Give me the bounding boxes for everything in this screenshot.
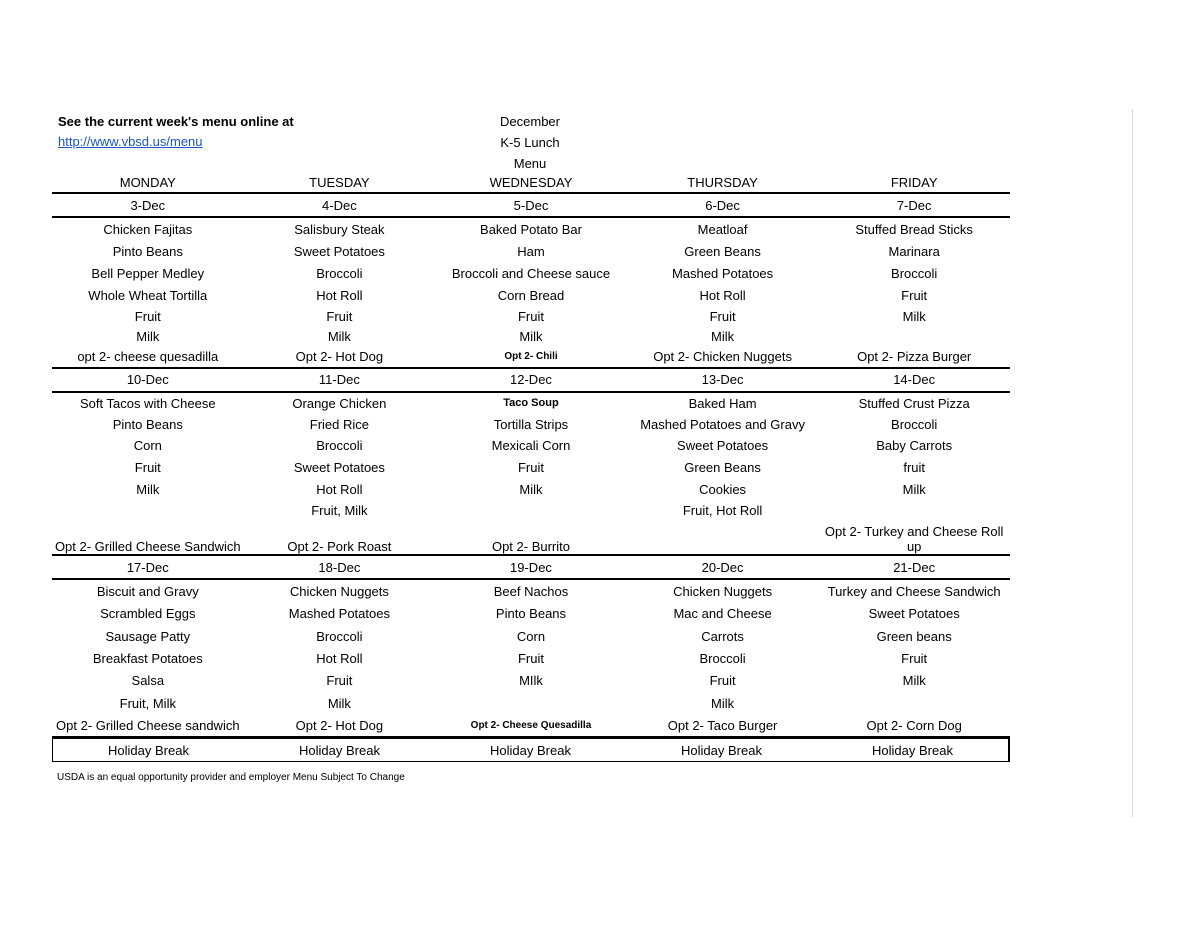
menu-item: Milk	[136, 329, 160, 344]
menu-item: Sausage Patty	[105, 628, 191, 644]
menu-item: Broccoli and Cheese sauce	[451, 266, 611, 281]
menu-item: Fruit	[709, 308, 736, 324]
menu-item-row	[52, 393, 1010, 414]
menu-item: Corn	[516, 628, 546, 644]
menu-item: Beef Nachos	[493, 583, 569, 599]
day-header: TUESDAY	[309, 174, 370, 190]
menu-item: Cookies	[699, 481, 747, 497]
option2-item: Opt 2- Hot Dog	[295, 717, 384, 733]
holiday-cell: Holiday Break	[108, 742, 189, 758]
menu-item: Broccoli	[316, 628, 363, 644]
menu-item: Baby Carrots	[876, 438, 953, 453]
option2-item: Opt 2- Chicken Nuggets	[653, 349, 792, 364]
menu-item: Fruit	[134, 308, 161, 324]
menu-item-row	[52, 647, 1010, 670]
option2-item: opt 2- cheese quesadilla	[77, 349, 219, 364]
menu-item: Stuffed Bread Sticks	[855, 221, 973, 237]
menu-table	[52, 172, 1010, 762]
option2-row	[52, 714, 1010, 738]
menu-item-row	[52, 414, 1010, 436]
menu-item: Bell Pepper Medley	[91, 266, 205, 281]
date-cell: 18-Dec	[318, 559, 361, 575]
menu-item: Mashed Potatoes	[671, 266, 774, 281]
holiday-cell: Holiday Break	[490, 742, 571, 758]
menu-item: Orange Chicken	[292, 395, 387, 411]
menu-item: Chicken Nuggets	[289, 583, 389, 599]
footer-note: USDA is an equal opportunity provider and employer Menu Subject To Change	[57, 772, 405, 783]
menu-item: Fruit	[326, 308, 353, 324]
menu-item: Soft Tacos with Cheese	[79, 395, 216, 411]
date-row	[52, 556, 1010, 580]
menu-item-row	[52, 625, 1010, 647]
menu-item: Green beans	[876, 628, 952, 644]
date-row	[52, 369, 1010, 393]
date-cell: 4-Dec	[322, 197, 357, 213]
menu-item: Sweet Potatoes	[293, 244, 385, 259]
menu-item-row	[52, 456, 1010, 478]
menu-item: Broccoli	[316, 438, 363, 453]
menu-item: Mashed Potatoes	[288, 606, 390, 622]
menu-item: Fruit, Milk	[119, 695, 176, 711]
menu-item: Milk	[327, 695, 351, 711]
menu-item: Hot Roll	[699, 287, 746, 303]
menu-item: Milk	[902, 481, 926, 497]
holiday-cell: Holiday Break	[681, 742, 762, 758]
menu-item: Mac and Cheese	[673, 606, 772, 622]
menu-item: Mexicali Corn	[491, 438, 571, 453]
menu-item: Corn Bread	[497, 287, 565, 303]
date-cell: 20-Dec	[701, 559, 744, 575]
date-cell: 6-Dec	[705, 197, 740, 213]
menu-item: Sweet Potatoes	[677, 438, 769, 453]
date-cell: 12-Dec	[510, 372, 552, 387]
menu-item: Stuffed Crust Pizza	[858, 395, 970, 411]
menu-item-row	[52, 478, 1010, 500]
menu-item: Corn	[133, 438, 162, 453]
menu-item: Fruit	[134, 459, 161, 475]
menu-item: Sweet Potatoes	[293, 459, 385, 475]
menu-item: Breakfast Potatoes	[92, 650, 203, 666]
title-menu: Menu	[513, 156, 547, 171]
date-cell: 14-Dec	[893, 372, 936, 387]
menu-item: Fruit	[326, 673, 353, 689]
date-cell: 7-Dec	[896, 197, 932, 213]
option2-item: Opt 2- Grilled Cheese Sandwich	[54, 539, 241, 554]
menu-item: Sweet Potatoes	[868, 606, 960, 622]
menu-item: Milk	[136, 481, 160, 497]
date-cell: 21-Dec	[893, 559, 936, 575]
option2-item: Opt 2- Grilled Cheese sandwich	[56, 717, 240, 733]
menu-item: Fruit	[901, 650, 928, 666]
menu-item: Milk	[902, 308, 926, 324]
menu-item: Whole Wheat Tortilla	[88, 287, 208, 303]
date-cell: 19-Dec	[510, 559, 552, 575]
option2-item: Opt 2- Chili	[504, 351, 558, 362]
menu-item: Baked Ham	[688, 395, 757, 411]
menu-item: Carrots	[701, 628, 744, 644]
menu-item: Chicken Fajitas	[103, 221, 193, 237]
option2-row	[52, 347, 1010, 369]
menu-item: Fried Rice	[309, 416, 370, 432]
page-edge-rule	[1132, 109, 1133, 817]
menu-item: Ham	[517, 244, 545, 259]
menu-item-row	[52, 285, 1010, 306]
date-cell: 11-Dec	[318, 372, 360, 387]
menu-item-row	[52, 263, 1010, 285]
menu-item: Broccoli	[891, 416, 938, 432]
menu-item: Milk	[519, 329, 543, 344]
menu-item: Salisbury Steak	[294, 221, 385, 237]
option2-item: Opt 2- Pizza Burger	[857, 349, 972, 364]
menu-item: Fruit, Milk	[311, 502, 368, 518]
day-header-row	[52, 172, 1010, 194]
option2-item: Opt 2- Taco Burger	[667, 717, 778, 733]
menu-item: Pinto Beans	[495, 606, 567, 622]
menu-item: Hot Roll	[316, 650, 363, 666]
option2-row	[52, 520, 1010, 556]
option2-item: Opt 2- Cheese Quesadilla	[470, 719, 592, 731]
title-grade: K-5 Lunch	[500, 135, 560, 150]
date-cell: 5-Dec	[513, 197, 549, 213]
menu-item: Milk	[519, 481, 543, 497]
menu-item: Chicken Nuggets	[673, 583, 773, 599]
menu-item: Fruit	[517, 459, 544, 475]
day-header: WEDNESDAY	[489, 174, 573, 190]
menu-item-row	[52, 327, 1010, 347]
menu-item: Fruit	[709, 673, 736, 689]
menu-item: fruit	[903, 459, 925, 475]
menu-item-row	[52, 500, 1010, 520]
menu-item-row	[52, 603, 1010, 626]
menu-item: Broccoli	[699, 650, 746, 666]
date-cell: 17-Dec	[126, 559, 169, 575]
title-month: December	[500, 114, 560, 129]
option2-item: Opt 2- Hot Dog	[295, 349, 384, 364]
menu-item: Milk	[711, 329, 735, 344]
menu-link[interactable]: http://www.vbsd.us/menu	[58, 134, 203, 149]
menu-item: Broccoli	[316, 266, 363, 281]
menu-item: Pinto Beans	[112, 416, 183, 432]
holiday-cell: Holiday Break	[299, 742, 380, 758]
menu-item-row	[52, 241, 1010, 263]
menu-item: Scrambled Eggs	[100, 606, 196, 622]
menu-item: Meatloaf	[697, 221, 748, 237]
menu-item-row	[52, 218, 1010, 241]
menu-item-row	[52, 670, 1010, 693]
menu-item: Milk	[902, 673, 926, 689]
date-row	[52, 194, 1010, 218]
menu-item: Hot Roll	[316, 481, 363, 497]
menu-item: Turkey and Cheese Sandwich	[827, 583, 1001, 599]
menu-item: Milk	[327, 329, 351, 344]
menu-item: Milk	[711, 695, 735, 711]
day-header: MONDAY	[119, 174, 176, 190]
menu-item-row	[52, 435, 1010, 456]
option2-item: Opt 2- Burrito	[491, 539, 570, 554]
holiday-row	[52, 738, 1010, 762]
menu-item: Hot Roll	[316, 287, 363, 303]
menu-item: Fruit	[517, 308, 544, 324]
menu-item-row	[52, 692, 1010, 714]
date-cell: 13-Dec	[701, 372, 744, 387]
date-cell: 3-Dec	[130, 197, 166, 213]
menu-item: Mashed Potatoes and Gravy	[640, 416, 805, 432]
menu-item: Salsa	[131, 673, 165, 689]
menu-item: Pinto Beans	[112, 244, 183, 259]
menu-item: Broccoli	[891, 266, 938, 281]
option2-item: Opt 2- Turkey and Cheese Roll up	[824, 524, 1004, 554]
menu-item: Biscuit and Gravy	[96, 583, 199, 599]
menu-item: Baked Potato Bar	[480, 221, 582, 237]
option2-item: Opt 2- Corn Dog	[866, 717, 962, 733]
menu-item: Green Beans	[684, 244, 761, 259]
day-header: THURSDAY	[687, 174, 758, 190]
menu-item: Fruit	[517, 650, 544, 666]
option2-item: Opt 2- Pork Roast	[287, 539, 392, 554]
menu-item: Marinara	[888, 244, 940, 259]
menu-online-note: See the current week's menu online at	[58, 114, 294, 129]
menu-item: MIlk	[519, 673, 543, 689]
day-header: FRIDAY	[890, 174, 938, 190]
date-cell: 10-Dec	[126, 372, 169, 387]
menu-item-row	[52, 306, 1010, 327]
menu-item: Green Beans	[684, 459, 761, 475]
menu-item: Taco Soup	[503, 396, 559, 409]
menu-item-row	[52, 580, 1010, 603]
menu-item: Fruit	[901, 287, 928, 303]
menu-item: Fruit, Hot Roll	[682, 502, 763, 518]
menu-item: Tortilla Strips	[493, 416, 569, 432]
holiday-cell: Holiday Break	[872, 742, 953, 758]
